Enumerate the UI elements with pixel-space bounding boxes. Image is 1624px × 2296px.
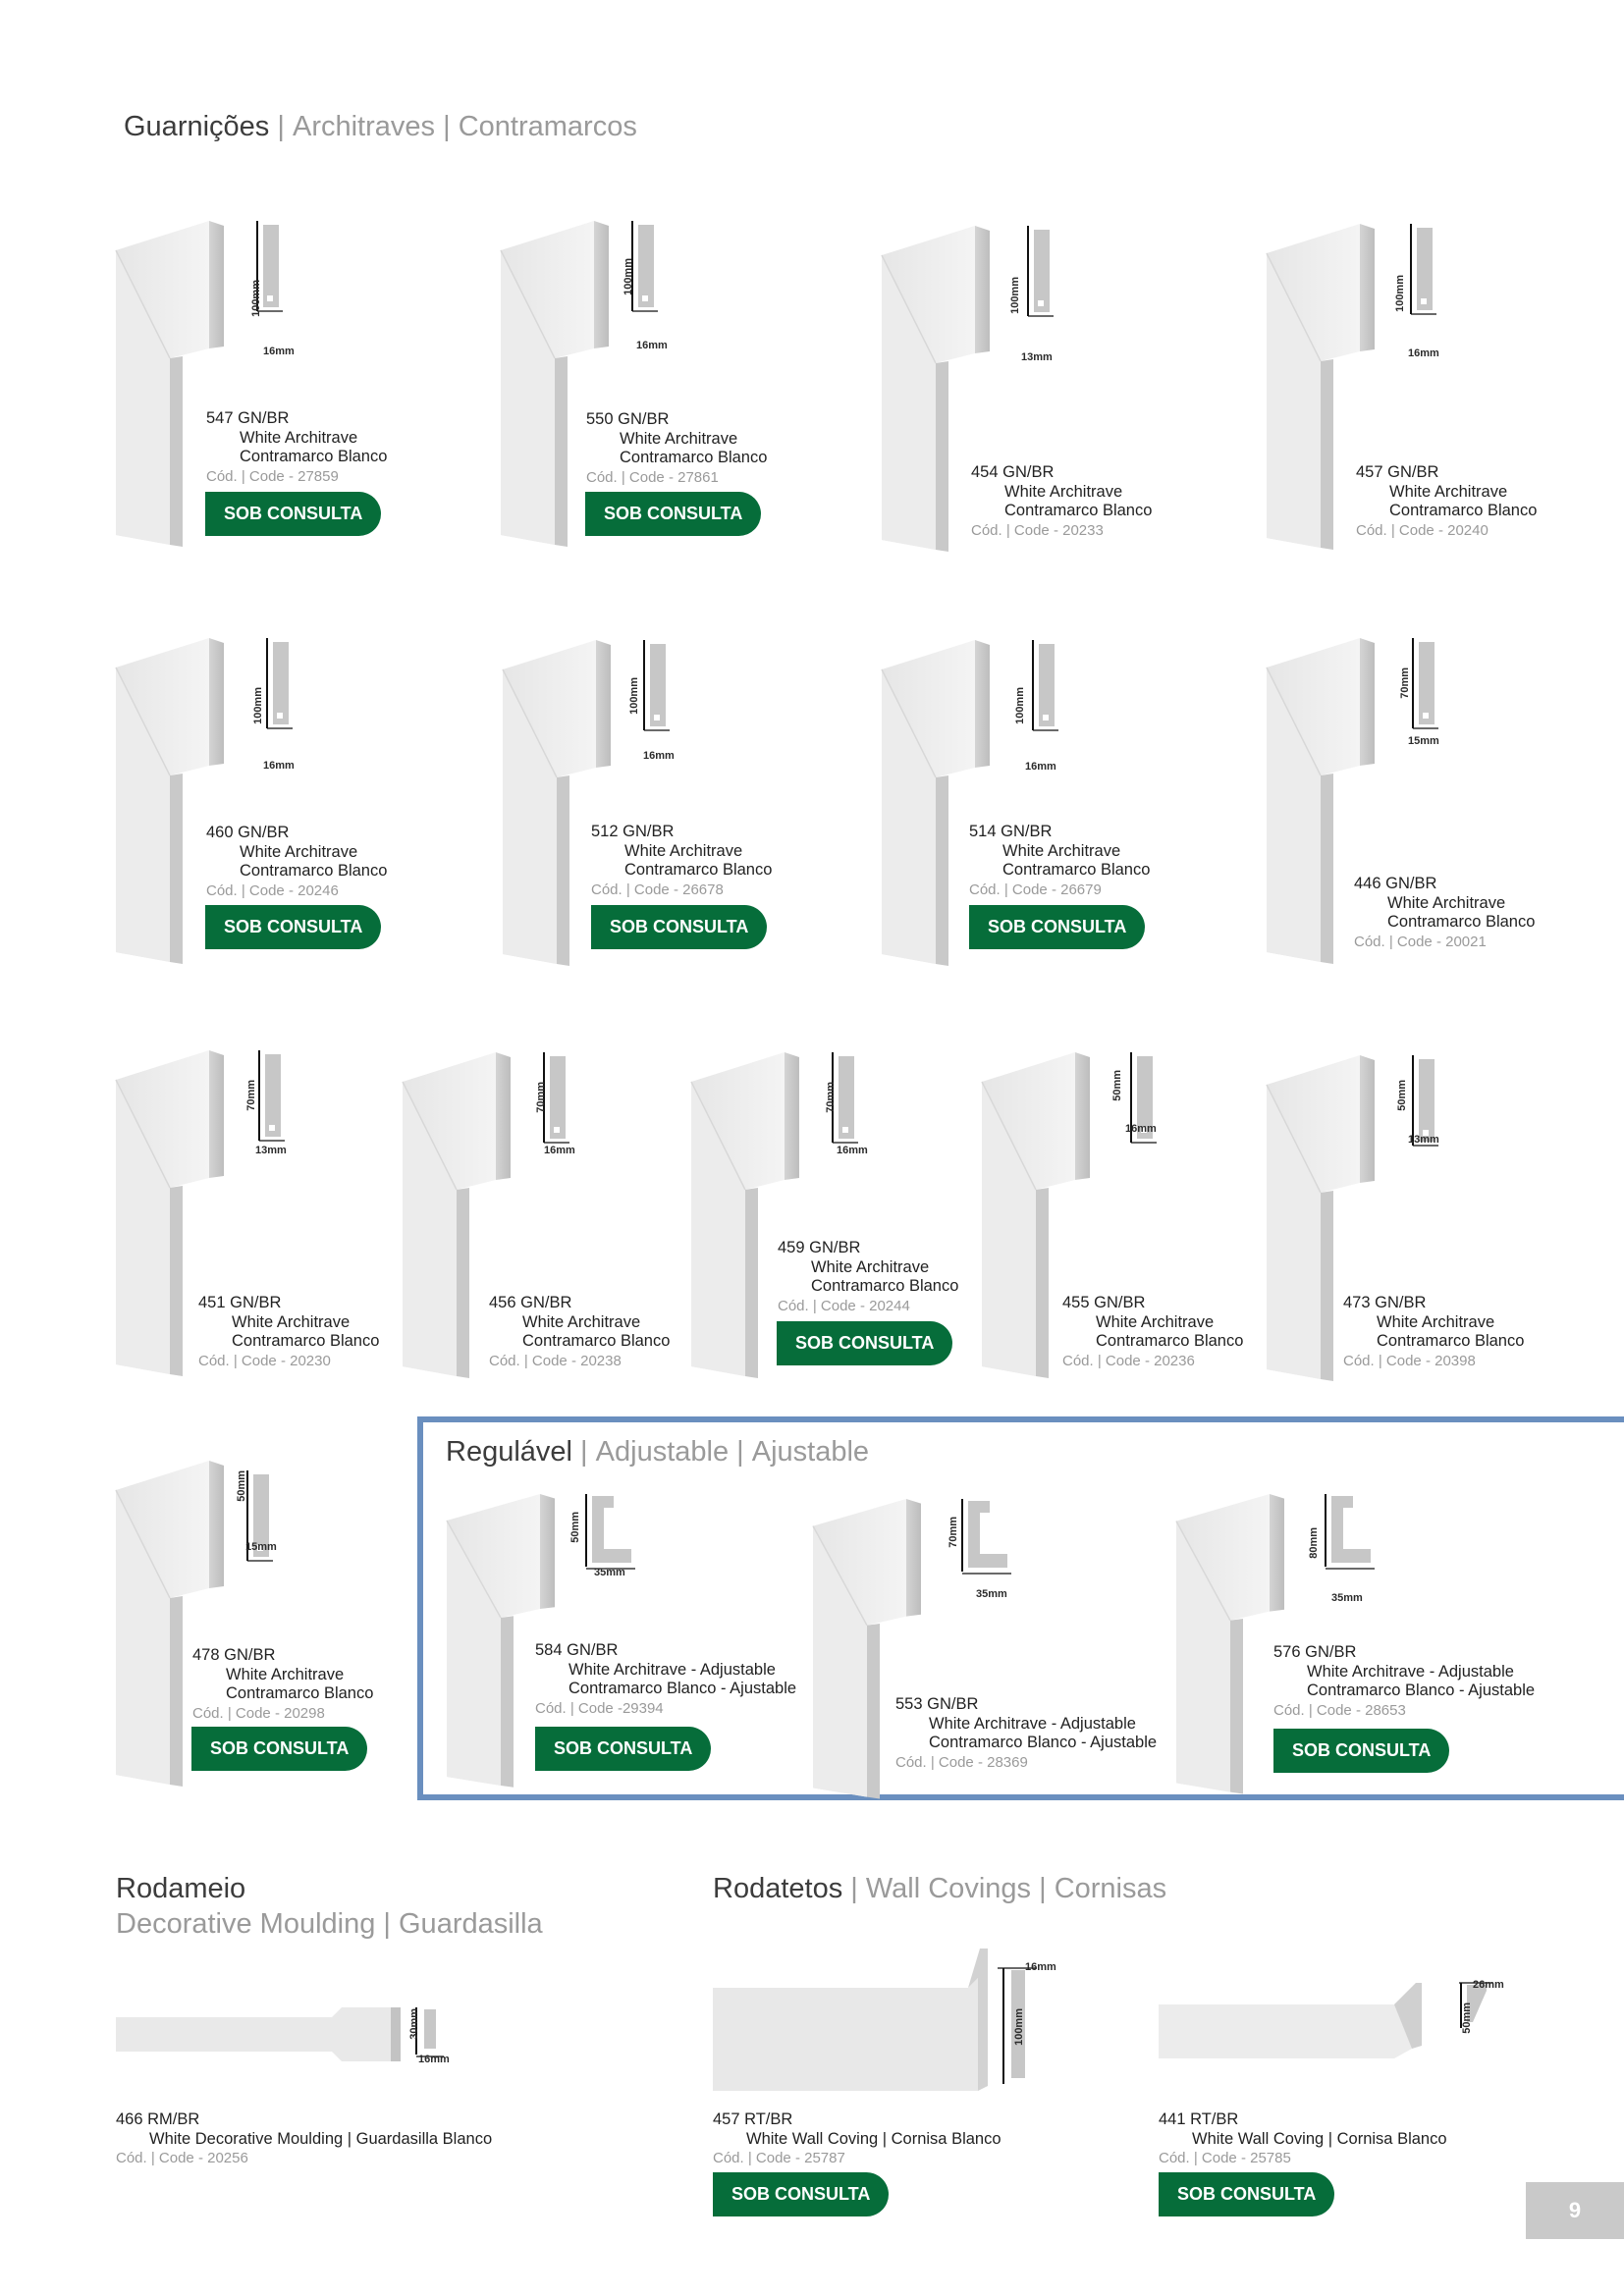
page-header [124,111,637,143]
title-separator: | [736,1436,744,1468]
product-label [206,409,387,486]
product-label [535,1641,796,1718]
product-desc-es: Contramarco Blanco [240,862,388,880]
product-cod: Cód. | Code - 27859 [206,467,339,485]
dim-width-label: 15mm [1408,735,1439,747]
sob-consulta-button[interactable]: SOB CONSULTA [205,492,381,536]
adjustable-title-en: Adjustable [595,1436,730,1468]
header-main: Guarnições [124,111,270,142]
dimension-height [628,677,640,715]
product-code: 455 GN/BR [1062,1294,1146,1311]
product-code: 473 GN/BR [1343,1294,1427,1311]
dim-width-label: 26mm [1473,1979,1504,1991]
product-cod: Cód. | Code - 27861 [586,468,719,486]
product-desc-en: White Architrave [240,428,358,447]
sob-consulta-button[interactable]: SOB CONSULTA [535,1727,711,1771]
product-desc-en: White Architrave [240,842,358,861]
product-label [116,2110,492,2168]
dim-height-label: 70mm [535,1082,547,1113]
product-label [206,824,387,900]
product-cod: Cód. | Code - 20256 [116,2150,248,2166]
product-code: 514 GN/BR [969,823,1053,840]
rodatetos-title [713,1873,1166,1905]
product-code: 550 GN/BR [586,410,670,428]
product-label [1343,1294,1524,1370]
product-label [778,1239,958,1315]
product-label [591,823,772,899]
rodatetos-title-main: Rodatetos [713,1873,843,1904]
dim-width-label: 16mm [263,346,295,357]
product-label [489,1294,670,1370]
product-cod: Cód. | Code - 28369 [895,1753,1028,1771]
dim-width-label: 16mm [837,1145,868,1156]
dimension-height [236,1470,247,1502]
dim-height-label: 100mm [252,687,264,724]
product-code: 457 GN/BR [1356,463,1439,481]
adjustable-title [446,1436,869,1468]
dimension-height [1111,1070,1123,1101]
product-desc-es: Contramarco Blanco [1377,1332,1525,1350]
wall-coving-image [1159,1975,1512,2093]
dimension-height [252,687,264,724]
product-cod: Cód. | Code -29394 [535,1699,664,1717]
dimension-height [1461,2002,1473,2034]
dimension-height [1308,1527,1320,1559]
product-desc: White Decorative Moulding | Guardasilla Blanco [149,2129,493,2148]
page-number: 9 [1526,2182,1624,2239]
product-desc-es: Contramarco Blanco - Ajustable [929,1734,1158,1751]
dimension-height [623,258,634,295]
product-cod: Cód. | Code - 20238 [489,1352,622,1369]
product-desc-es: Contramarco Blanco [232,1332,380,1350]
product-desc-en: White Architrave - Adjustable [568,1660,776,1679]
product-desc-en: White Architrave [232,1312,351,1331]
product-code: 451 GN/BR [198,1294,282,1311]
dim-width-label: 16mm [1408,347,1439,359]
dimension-height [1399,667,1411,699]
rodatetos-title-es: Cornisas [1054,1873,1167,1904]
product-label [971,463,1152,540]
product-label [1356,463,1537,540]
dim-height-label: 50mm [569,1512,581,1543]
dimension-height [1013,2008,1025,2046]
dim-height-label: 50mm [1396,1080,1408,1111]
product-cod: Cód. | Code - 20398 [1343,1352,1476,1369]
product-desc-es: Contramarco Blanco - Ajustable [1307,1682,1536,1699]
product-desc-en: White Architrave [1389,482,1508,501]
product-label [586,410,767,487]
product-code: 584 GN/BR [535,1641,619,1659]
header-sub-architraves: Architraves [292,111,436,142]
rodameio-title [116,1873,245,1905]
product-code: 547 GN/BR [206,409,290,427]
sob-consulta-button[interactable]: SOB CONSULTA [205,905,381,949]
dim-width-label: 35mm [976,1588,1007,1600]
product-label [713,2110,1001,2168]
product-code: 512 GN/BR [591,823,675,840]
product-desc-en: White Architrave - Adjustable [929,1714,1136,1733]
product-desc-en: White Architrave [811,1257,930,1276]
sob-consulta-button[interactable]: SOB CONSULTA [191,1727,367,1771]
dim-width-label: 13mm [1408,1134,1439,1146]
dim-height-label: 80mm [1308,1527,1320,1559]
dim-height-label: 100mm [1013,2008,1025,2046]
sob-consulta-button[interactable]: SOB CONSULTA [1159,2172,1334,2216]
product-cod: Cód. | Code - 26679 [969,881,1102,898]
dimension-height [947,1517,959,1548]
product-desc-es: Contramarco Blanco [1387,913,1536,931]
product-code: 459 GN/BR [778,1239,861,1256]
product-code: 466 RM/BR [116,2110,200,2128]
product-cod: Cód. | Code - 20240 [1356,521,1489,539]
product-desc-en: White Architrave [624,841,743,860]
dim-height-label: 70mm [245,1080,257,1111]
sob-consulta-button[interactable]: SOB CONSULTA [1273,1729,1449,1773]
title-separator: | [1039,1873,1047,1904]
product-label [1062,1294,1243,1370]
rodatetos-title-en: Wall Covings [865,1873,1032,1904]
dim-width-label: 16mm [636,340,668,351]
product-code: 441 RT/BR [1159,2110,1239,2128]
product-desc-en: White Architrave [226,1665,345,1683]
product-desc-en: White Architrave [1387,893,1506,912]
dimension-height [1014,687,1026,724]
dim-height-label: 100mm [250,280,262,317]
rodameio-subtitle: Decorative Moulding | Guardasilla [116,1908,543,1940]
sob-consulta-button[interactable]: SOB CONSULTA [969,905,1145,949]
product-desc-en: White Architrave [620,429,738,448]
product-code: 454 GN/BR [971,463,1055,481]
title-separator: | [850,1873,858,1904]
product-cod: Cód. | Code - 20244 [778,1297,910,1314]
product-desc-en: White Architrave - Adjustable [1307,1662,1514,1681]
product-code: 460 GN/BR [206,824,290,841]
product-cod: Cód. | Code - 20230 [198,1352,331,1369]
dim-width-label: 13mm [255,1145,287,1156]
header-separator: | [277,111,285,142]
dim-height-label: 100mm [1394,275,1406,312]
dim-width-label: 16mm [418,2054,450,2065]
header-separator: | [443,111,451,142]
product-code: 457 RT/BR [713,2110,793,2128]
dim-height-label: 30mm [408,2008,420,2040]
dim-height-label: 70mm [825,1082,837,1113]
product-desc-en: White Architrave [1377,1312,1495,1331]
dimension-height [245,1080,257,1111]
product-desc-es: Contramarco Blanco - Ajustable [568,1680,797,1697]
dimension-height [1009,277,1021,314]
product-desc-es: Contramarco Blanco [226,1684,374,1702]
product-desc-es: Contramarco Blanco [1002,861,1151,879]
title-separator: | [580,1436,588,1468]
dim-width-label: 16mm [1025,1961,1056,1973]
product-desc-en: White Architrave [1002,841,1121,860]
sob-consulta-button[interactable]: SOB CONSULTA [585,492,761,536]
product-desc-es: Contramarco Blanco [1004,502,1153,519]
product-label [1273,1643,1535,1720]
product-label [969,823,1150,899]
product-desc-en: White Architrave [1004,482,1123,501]
header-sub-contramarcos: Contramarcos [458,111,637,142]
dimension-height [825,1082,837,1113]
product-desc-es: Contramarco Blanco [1096,1332,1244,1350]
product-desc-es: Contramarco Blanco [522,1332,671,1350]
product-code: 576 GN/BR [1273,1643,1357,1661]
product-cod: Cód. | Code - 26678 [591,881,724,898]
dim-height-label: 50mm [1111,1070,1123,1101]
product-label [1159,2110,1447,2168]
product-cod: Cód. | Code - 20236 [1062,1352,1195,1369]
dim-height-label: 100mm [628,677,640,715]
product-code: 478 GN/BR [192,1646,276,1664]
dimension-height [535,1082,547,1113]
product-desc-en: White Architrave [1096,1312,1215,1331]
dim-width-label: 16mm [643,750,675,762]
dimension-height [569,1512,581,1543]
product-label [1354,875,1535,951]
product-code: 456 GN/BR [489,1294,572,1311]
dimension-height [1394,275,1406,312]
rodameio-title-main: Rodameio [116,1873,246,1904]
product-desc-es: Contramarco Blanco [1389,502,1538,519]
product-cod: Cód. | Code - 25785 [1159,2150,1291,2166]
dim-width-label: 13mm [1021,351,1053,363]
product-cod: Cód. | Code - 20298 [192,1704,325,1722]
dim-width-label: 16mm [263,760,295,772]
product-code: 446 GN/BR [1354,875,1437,892]
dim-height-label: 50mm [236,1470,247,1502]
architrave-image [691,1052,868,1366]
product-desc-es: Contramarco Blanco [624,861,773,879]
product-desc: White Wall Coving | Cornisa Blanco [1192,2129,1447,2148]
product-desc-en: White Architrave [522,1312,641,1331]
dimension-height [250,280,262,317]
dim-width-label: 35mm [1331,1592,1363,1604]
product-desc: White Wall Coving | Cornisa Blanco [746,2129,1001,2148]
sob-consulta-button[interactable]: SOB CONSULTA [591,905,767,949]
dim-width-label: 16mm [544,1145,575,1156]
dim-height-label: 100mm [623,258,634,295]
sob-consulta-button[interactable]: SOB CONSULTA [777,1321,952,1365]
product-cod: Cód. | Code - 20021 [1354,933,1487,950]
dim-width-label: 35mm [594,1567,625,1578]
product-code: 553 GN/BR [895,1695,979,1713]
dim-height-label: 70mm [947,1517,959,1548]
product-cod: Cód. | Code - 20246 [206,881,339,899]
dim-height-label: 100mm [1014,687,1026,724]
product-desc-es: Contramarco Blanco [811,1277,959,1295]
dim-width-label: 15mm [245,1541,277,1553]
adjustable-title-es: Ajustable [751,1436,870,1468]
product-desc-es: Contramarco Blanco [240,448,388,465]
product-label [198,1294,379,1370]
product-label [895,1695,1157,1772]
dimension-height [408,2008,420,2040]
product-cod: Cód. | Code - 25787 [713,2150,845,2166]
sob-consulta-button[interactable]: SOB CONSULTA [713,2172,889,2216]
product-cod: Cód. | Code - 28653 [1273,1701,1406,1719]
dim-width-label: 16mm [1025,761,1056,773]
dim-width-label: 16mm [1125,1123,1157,1135]
dimension-height [1396,1080,1408,1111]
product-cod: Cód. | Code - 20233 [971,521,1104,539]
dim-height-label: 100mm [1009,277,1021,314]
product-desc-es: Contramarco Blanco [620,449,768,466]
dim-height-label: 50mm [1461,2002,1473,2034]
product-label [192,1646,373,1723]
adjustable-title-main: Regulável [446,1436,572,1468]
dim-height-label: 70mm [1399,667,1411,699]
